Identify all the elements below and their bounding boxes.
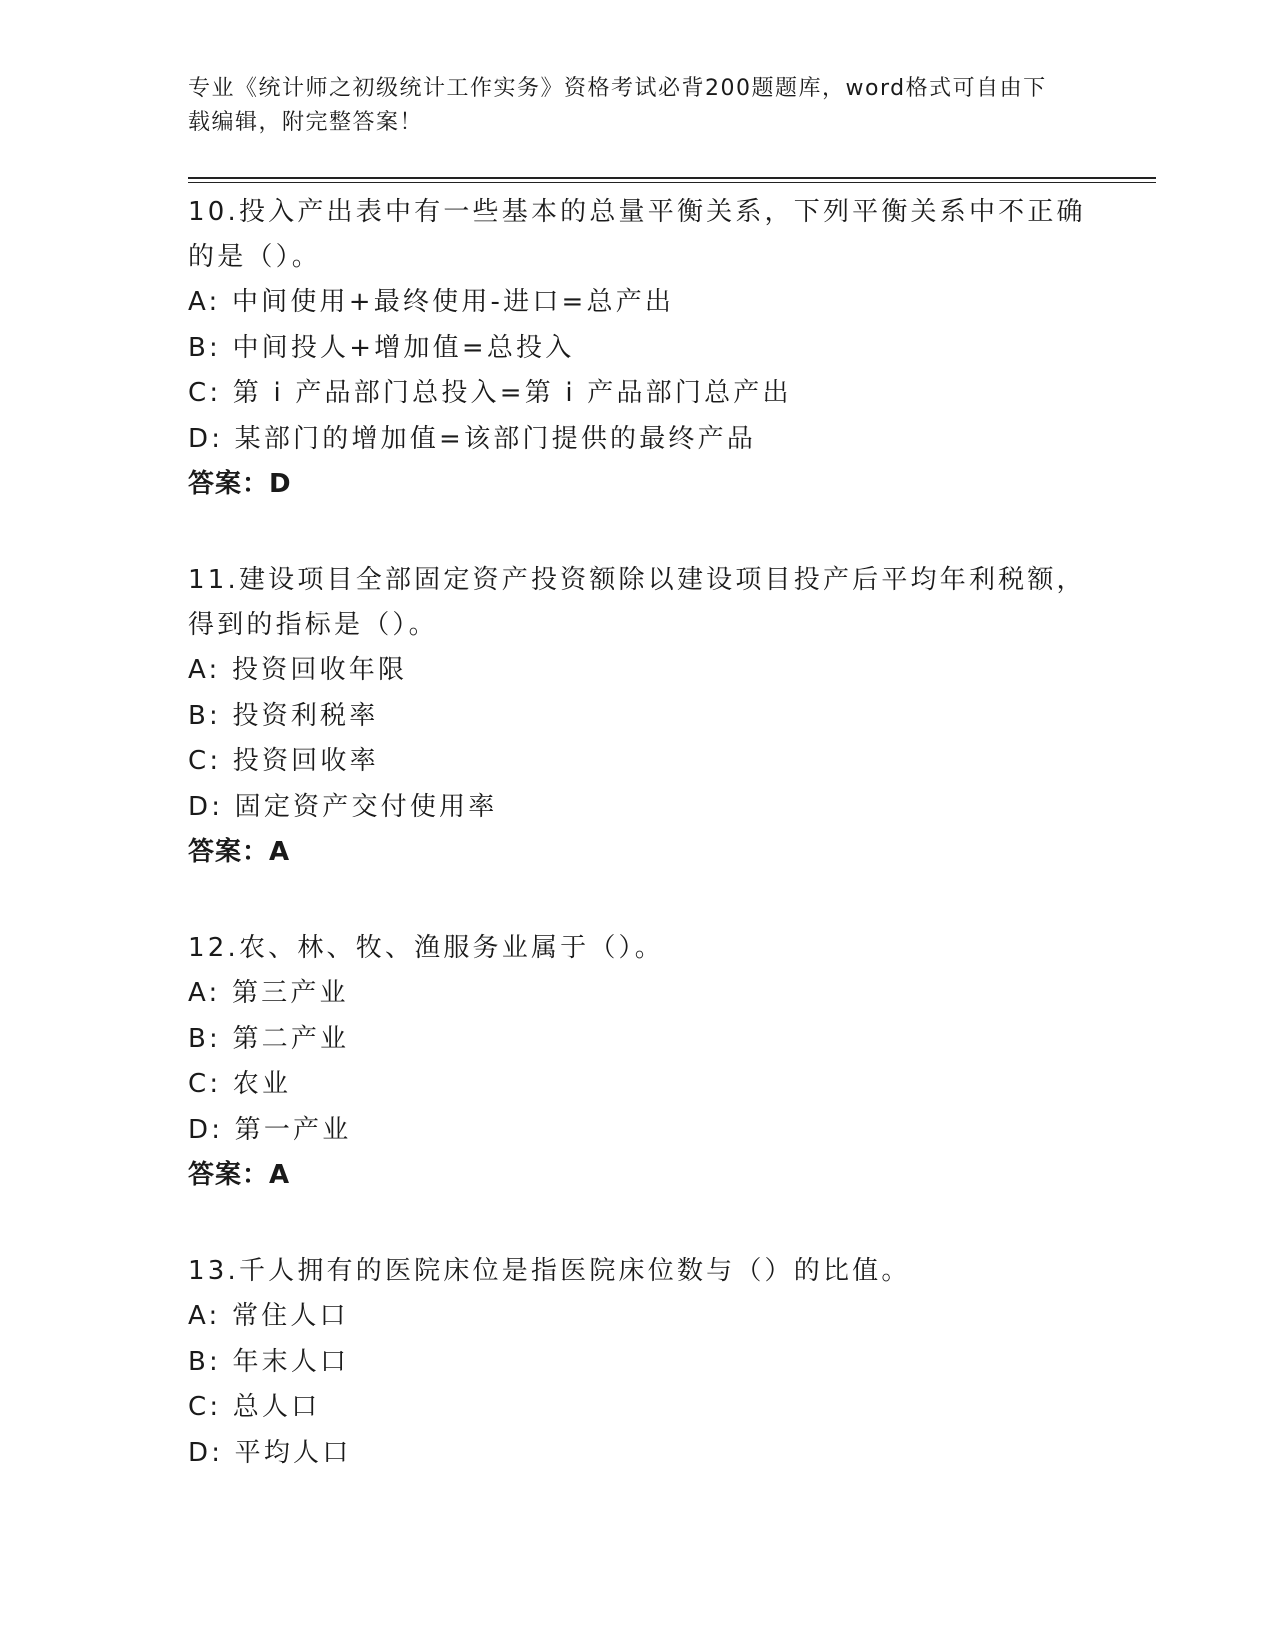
answer-line: 答案：A: [188, 837, 291, 867]
option-c: C: 投资回收率: [188, 746, 379, 776]
answer-line: 答案：D: [188, 469, 292, 499]
question-10: [188, 190, 1088, 507]
option-c: C: 第 i 产品部门总投入=第 i 产品部门总产出: [188, 378, 792, 408]
option-b: B: 第二产业: [188, 1023, 350, 1054]
question-stem: 11.建设项目全部固定资产投资额除以建设项目投产后平均年利税额，得到的指标是（）。: [188, 565, 1086, 640]
option-d: D: 固定资产交付使用率: [188, 791, 498, 822]
question-stem: 10.投入产出表中有一些基本的总量平衡关系，下列平衡关系中不正确的是（）。: [188, 197, 1086, 272]
option-d: D: 平均人口: [188, 1437, 352, 1468]
header-divider-thick: [188, 177, 1156, 179]
option-a: A: 第三产业: [188, 978, 349, 1008]
question-13: [188, 1249, 1088, 1476]
question-stem: 12.农、林、牧、渔服务业属于（）。: [188, 933, 664, 963]
option-b: B: 年末人口: [188, 1346, 350, 1377]
question-gap: [188, 875, 1088, 926]
option-d: D: 第一产业: [188, 1114, 352, 1145]
option-a: A: 中间使用+最终使用-进口=总产出: [188, 287, 675, 317]
option-d: D: 某部门的增加值=该部门提供的最终产品: [188, 423, 757, 454]
option-c: C: 农业: [188, 1069, 292, 1099]
question-list: [188, 190, 1088, 1476]
option-b: B: 中间投人+增加值=总投入: [188, 332, 575, 363]
question-stem: 13.千人拥有的医院床位是指医院床位数与（）的比值。: [188, 1256, 911, 1286]
question-gap: [188, 1198, 1088, 1249]
question-gap: [188, 507, 1088, 558]
document-header: 专业《统计师之初级统计工作实务》资格考试必背200题题库，word格式可自由下载编辑，附完整答案！: [188, 76, 1047, 135]
question-11: [188, 558, 1088, 875]
answer-line: 答案：A: [188, 1160, 291, 1190]
option-b: B: 投资利税率: [188, 700, 379, 731]
question-12: [188, 926, 1088, 1198]
header-divider-thin: [188, 182, 1156, 183]
option-a: A: 投资回收年限: [188, 655, 408, 685]
option-a: A: 常住人口: [188, 1301, 349, 1331]
option-c: C: 总人口: [188, 1392, 321, 1422]
